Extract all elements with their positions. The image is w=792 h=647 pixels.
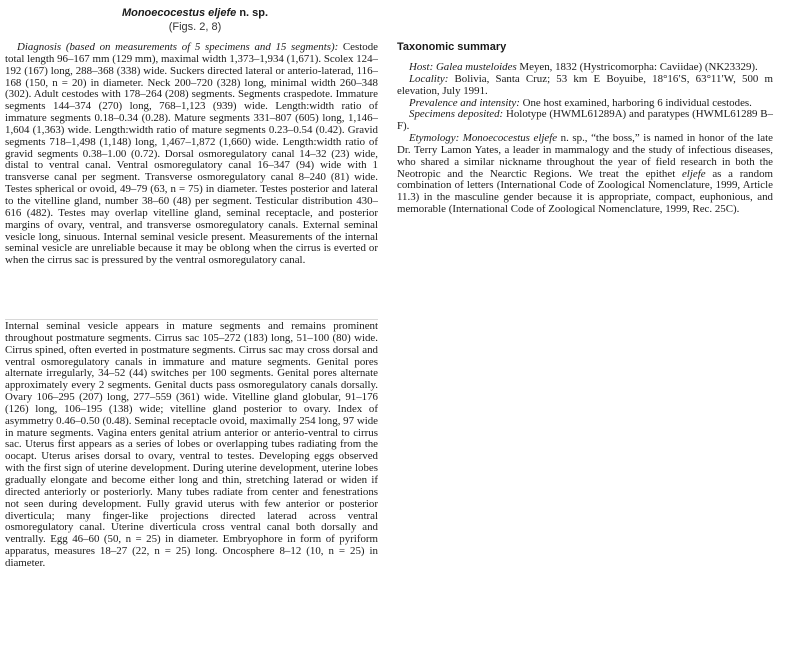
prevalence-label: Prevalence and intensity: (409, 96, 520, 109)
diagnosis-text-1: Cestode total length 96–167 mm (129 mm), maximal width 1,373–1,934 (1,671). Scolex 124–192 (167) long, 288–368 (338) wide. Suckers directed lateral or anterio-laterad, 116–168 (150, n = 20) in diameter. Neck 200–720 (328) long, minimal width 260–348 (302). Adult cestodes with 178–264 (208) segments. Segments craspedote. Immature segments 144–374 (270) long, 768–1,123 (939) wide. Length:width ratio of immature segments 0.18–0.34 (0.28). Mature segments 331–807 (605) long, 1,146–1,604 (1,363) wide. Length:width ratio of mature segments 0.23–0.54 (0.42). Gravid segments 718–1,498 (1,148) long, 1,467–1,872 (1,660) wide. Length:width ratio of gravid segments 0.38–1.00 (0.72). Dorsal osmoregulatory canal 14–32 (23) wide, distal to ventral canal. Ventral osmoregulatory canal 16–347 (94) wide with 1 transverse canal per segment. Transverse osmoregulatory canal 8–240 (81) wide. Testes spherical or ovoid, 49–79 (63, n = 75) in diameter. Testes posterior and lateral to the vitelline gland, number 38–60 (48) per segment. Testicular distribution 430–616 (482). Testes may overlap vitelline gland, seminal receptacle, and posterior margins of ovary, ventral, and transverse osmoregulatory canals. External seminal vesicle long, sinuous. Internal seminal vesicle present. Measurements of the internal seminal vesicle are unreliable because it may be oblong when the cirrus is everted or when the cirrus sac is pressured by the ventral osmoregulatory canal. (5, 42, 378, 267)
host-label: Host: (409, 61, 434, 73)
taxonomic-summary-heading: Taxonomic summary (397, 41, 507, 53)
species-name: Monoecocestus eljefe (121, 7, 237, 19)
diagnosis-column-bottom (5, 321, 378, 570)
etymology-text-2: as a random combination of letters (International Code of Zoological Nomenclature, 1999, Article 11.3) in the masculine gender because it is appropriate, compact, euphonious, and memorable (International Code of Zoological Nomenclature, 1999, Rec. 25C). (397, 167, 773, 216)
prevalence-text: One host examined, harboring 6 individual cestodes. (519, 96, 752, 109)
diagnosis-column-top (5, 42, 378, 318)
host-rest: Meyen, 1832 (Hystricomorpha: Caviidae) (NK23329). (516, 61, 758, 73)
specimens-label: Specimens deposited: (409, 108, 504, 121)
etymology-species: Monoecocestus eljefe (462, 132, 558, 145)
species-name-heading (100, 6, 290, 20)
etymology-epithet: eljefe (681, 167, 706, 180)
etymology-paragraph (397, 133, 773, 216)
diagnosis-label: Diagnosis (based on measurements of 5 specimens and 15 segments): (17, 42, 339, 53)
diagnosis-paragraph-2: Internal seminal vesicle appears in mature segments and remains prominent throughout postmature segments. Cirrus sac 105–272 (183) long, 51–100 (80) wide. Cirrus spined, often everted in postmature segments. Cirrus sac may cross dorsal and ventral osmoregulatory canals in immature and mature segments. Genital pores alternate irregularly, 34–52 (44) switches per 100 segments. Genital pores alternate approximately every 2 segments. Genital ducts pass osmoregulatory canals dorsally. Ovary 106–295 (207) long, 277–559 (361) wide. Vitelline gland globular, 91–176 (126) long, 106–195 (138) wide; vitelline gland posterior to ovary. Index of asymmetry 0.46–0.50 (0.48). Seminal receptacle ovoid, maximally 254 long, 97 wide in mature segments. Vagina enters genital atrium anterior or anterio-ventral to cirrus sac. Uterus first appears as a series of lobes or overlapping tubes radiating from the oocapt. Uterus arises dorsal to ovary, ventral to testes. Developing eggs observed with the first sign of uterine development. During uterine development, uterine lobes gradually elongate and become either long and thin, stretching laterad or widen if directed anteriorly or posteriorly. Many tubes radiate from center and fenestrations not seen during development. Fully gravid uterus with few anterior or posterior diverticula; many finger-like projections directed laterad across ventral osmoregulatory canal. Uterine diverticula cross ventral canal both dorsally and ventrally. Egg 46–60 (50, n = 25) in diameter. Embryophore in form of pyriform apparatus, measures 18–27 (22, n = 25) long. Oncosphere 8–12 (10, n = 25) in diameter. (5, 320, 378, 569)
etymology-label: Etymology: (409, 132, 460, 145)
specimens-text: Holotype (HWML61289A) and paratypes (HWML61289 B–F). (397, 108, 774, 133)
locality-paragraph (397, 74, 773, 98)
specimens-paragraph (397, 109, 773, 133)
host-species: Galea musteloides (435, 61, 517, 73)
figure-reference: (Figs. 2, 8) (168, 21, 222, 33)
locality-text: Bolivia, Santa Cruz; 53 km E Boyuibe, 18°16′S, 63°11′W, 500 m elevation, July 1991. (397, 72, 773, 97)
locality-label: Locality: (409, 72, 449, 85)
taxonomic-summary-column (397, 40, 773, 216)
species-suffix: n. sp. (236, 7, 269, 19)
etymology-text-1: n. sp., “the boss,” is named in honor of the late Dr. Terry Lamon Yates, a leader in mammalogy and the study of infectious diseases, who shared a similar nickname throughout the year of field research in both the Neotropic and the Nearctic Regions. We treat the epithet (397, 132, 774, 180)
species-title (100, 6, 290, 34)
diagnosis-paragraph-1 (5, 42, 378, 267)
